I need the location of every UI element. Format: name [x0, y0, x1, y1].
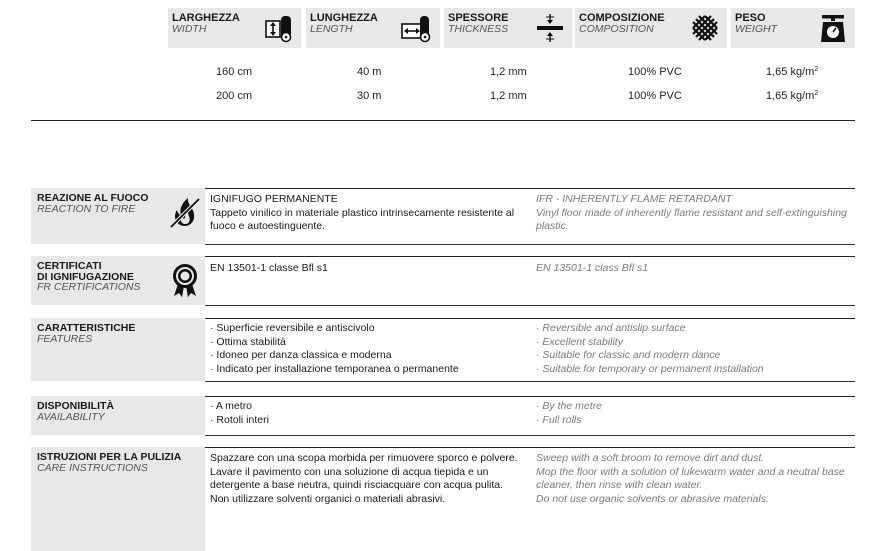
features-list-en: [536, 322, 846, 376]
weight-value: 1,65 kg/m: [766, 90, 815, 102]
section-rule: [205, 256, 855, 257]
fire-heading-en: IFR - INHERENTLY FLAME RETARDANT: [536, 193, 732, 205]
length-icon: [400, 12, 432, 44]
list-item: · Reversible and antislip surface: [536, 322, 846, 336]
section-title-it: CERTIFICATI: [37, 260, 102, 272]
fire-desc-line: fuoco e autoestinguente.: [210, 220, 326, 233]
spec-label-en: COMPOSITION: [579, 23, 654, 35]
spec-label-en: WEIGHT: [735, 23, 777, 35]
section-title-en: CARE INSTRUCTIONS: [37, 461, 148, 474]
section-rule: [205, 318, 855, 319]
width-icon: [263, 12, 295, 44]
spec-header-thickness: [444, 8, 572, 48]
fire-heading-it: IGNIFUGO PERMANENTE: [210, 193, 338, 205]
section-rule: [205, 244, 855, 245]
spec-value-thickness: 1,2 mm: [490, 66, 527, 78]
care-line: Spazzare con una scopa morbida per rimuovere sporco e polvere.: [210, 452, 518, 464]
care-line: Sweep with a soft broom to remove dirt and dust.: [536, 452, 765, 464]
spec-label-en: THICKNESS: [448, 23, 509, 35]
care-line: Lavare il pavimento con una soluzione di acqua tiepida e un: [210, 465, 489, 478]
list-item: · A metro: [210, 400, 520, 414]
spec-label-it: PESO: [735, 12, 766, 24]
spec-label-it: LARGHEZZA: [172, 12, 240, 24]
list-item: · Indicato per installazione temporanea o permanente: [210, 363, 520, 377]
features-list-it: [210, 322, 520, 376]
availability-list-en: [536, 400, 846, 427]
care-line: Mop the floor with a solution of lukewarm water and a neutral base: [536, 465, 845, 478]
list-item: · Full rolls: [536, 414, 846, 428]
section-rule: [205, 396, 855, 397]
weight-exponent: 2: [814, 66, 819, 73]
spec-header-length: [306, 8, 440, 48]
fire-text-en: [536, 193, 846, 234]
section-label-certifications: [31, 256, 205, 305]
list-item: · By the metre: [536, 400, 846, 414]
section-label-features: [31, 318, 205, 381]
section-rule: [205, 188, 855, 189]
list-item: · Ottima stabilità: [210, 336, 520, 350]
spec-value-thickness: 1,2 mm: [490, 90, 527, 102]
spec-value-weight: [766, 66, 818, 78]
list-item: · Rotoli interi: [210, 414, 520, 428]
spec-value-weight: [766, 90, 818, 102]
section-title-en: FR CERTIFICATIONS: [37, 281, 141, 293]
section-title-en: REACTION TO FIRE: [37, 202, 136, 215]
spec-label-it: SPESSORE: [448, 12, 509, 24]
thickness-icon: [534, 12, 566, 44]
section-rule: [205, 305, 855, 306]
divider: [31, 120, 855, 121]
section-title-it: DISPONIBILITÀ: [37, 400, 115, 412]
section-title-en: AVAILABILITY: [37, 410, 105, 423]
care-text-it: [210, 452, 520, 506]
composition-icon: [689, 12, 721, 44]
section-title-it: CARATTERISTICHE: [37, 322, 136, 334]
cert-text-it: EN 13501-1 classe Bfl s1: [210, 262, 328, 274]
care-line: cleaner, then rinse with clean water.: [536, 479, 703, 492]
list-item: · Suitable for temporary or permanent installation: [536, 363, 846, 377]
list-item: · Excellent stability: [536, 336, 846, 350]
cert-text-en: EN 13501-1 class Bfl s1: [536, 262, 649, 274]
spec-label-en: LENGTH: [310, 23, 353, 35]
fire-desc-line: Vinyl floor made of inherently flame resistant and self-extinguishing: [536, 206, 847, 219]
certificate-badge-icon: [167, 262, 203, 298]
section-rule: [205, 447, 855, 448]
section-rule: [205, 435, 855, 436]
spec-label-en: WIDTH: [172, 23, 207, 35]
care-line: Do not use organic solvents or abrasive materials.: [536, 492, 769, 505]
spec-label-it: COMPOSIZIONE: [579, 12, 665, 24]
section-title-en: FEATURES: [37, 332, 93, 345]
list-item: · Superficie reversibile e antiscivolo: [210, 322, 520, 336]
weight-icon: [817, 12, 849, 44]
section-label-care: [31, 447, 205, 551]
list-item: · Idoneo per danza classica e moderna: [210, 349, 520, 363]
spec-header-composition: [575, 8, 727, 48]
spec-value-width: 200 cm: [216, 90, 253, 102]
care-line: Non utilizzare solventi organici o materiali abrasivi.: [210, 492, 446, 505]
section-rule: [205, 381, 855, 382]
section-title-it: REAZIONE AL FUOCO: [37, 192, 149, 204]
spec-value-length: 40 m: [357, 66, 382, 78]
spec-value-length: 30 m: [357, 90, 382, 102]
fire-desc-line: plastic.: [536, 220, 569, 233]
spec-header-width: [168, 8, 301, 48]
availability-list-it: [210, 400, 520, 427]
spec-label-it: LUNGHEZZA: [310, 12, 378, 24]
spec-value-composition: 100% PVC: [628, 66, 682, 78]
weight-exponent: 2: [814, 90, 819, 97]
care-text-en: [536, 452, 846, 506]
section-title-it: DI IGNIFUGAZIONE: [37, 270, 134, 283]
spec-header-weight: [731, 8, 855, 48]
list-item: · Suitable for classic and modern dance: [536, 349, 846, 363]
section-label-availability: [31, 396, 205, 435]
section-title-it: ISTRUZIONI PER LA PULIZIA: [37, 451, 182, 463]
spec-value-width: 160 cm: [216, 66, 253, 78]
spec-value-composition: 100% PVC: [628, 90, 682, 102]
care-line: detergente a base neutra, quindi risciacquare con acqua pulita.: [210, 479, 504, 492]
no-fire-icon: [167, 194, 203, 230]
fire-text-it: [210, 193, 520, 234]
weight-value: 1,65 kg/m: [766, 66, 815, 78]
fire-desc-line: Tappeto vinilico in materiale plastico intrinsecamente resistente al: [210, 206, 515, 219]
section-label-fire: [31, 188, 205, 244]
